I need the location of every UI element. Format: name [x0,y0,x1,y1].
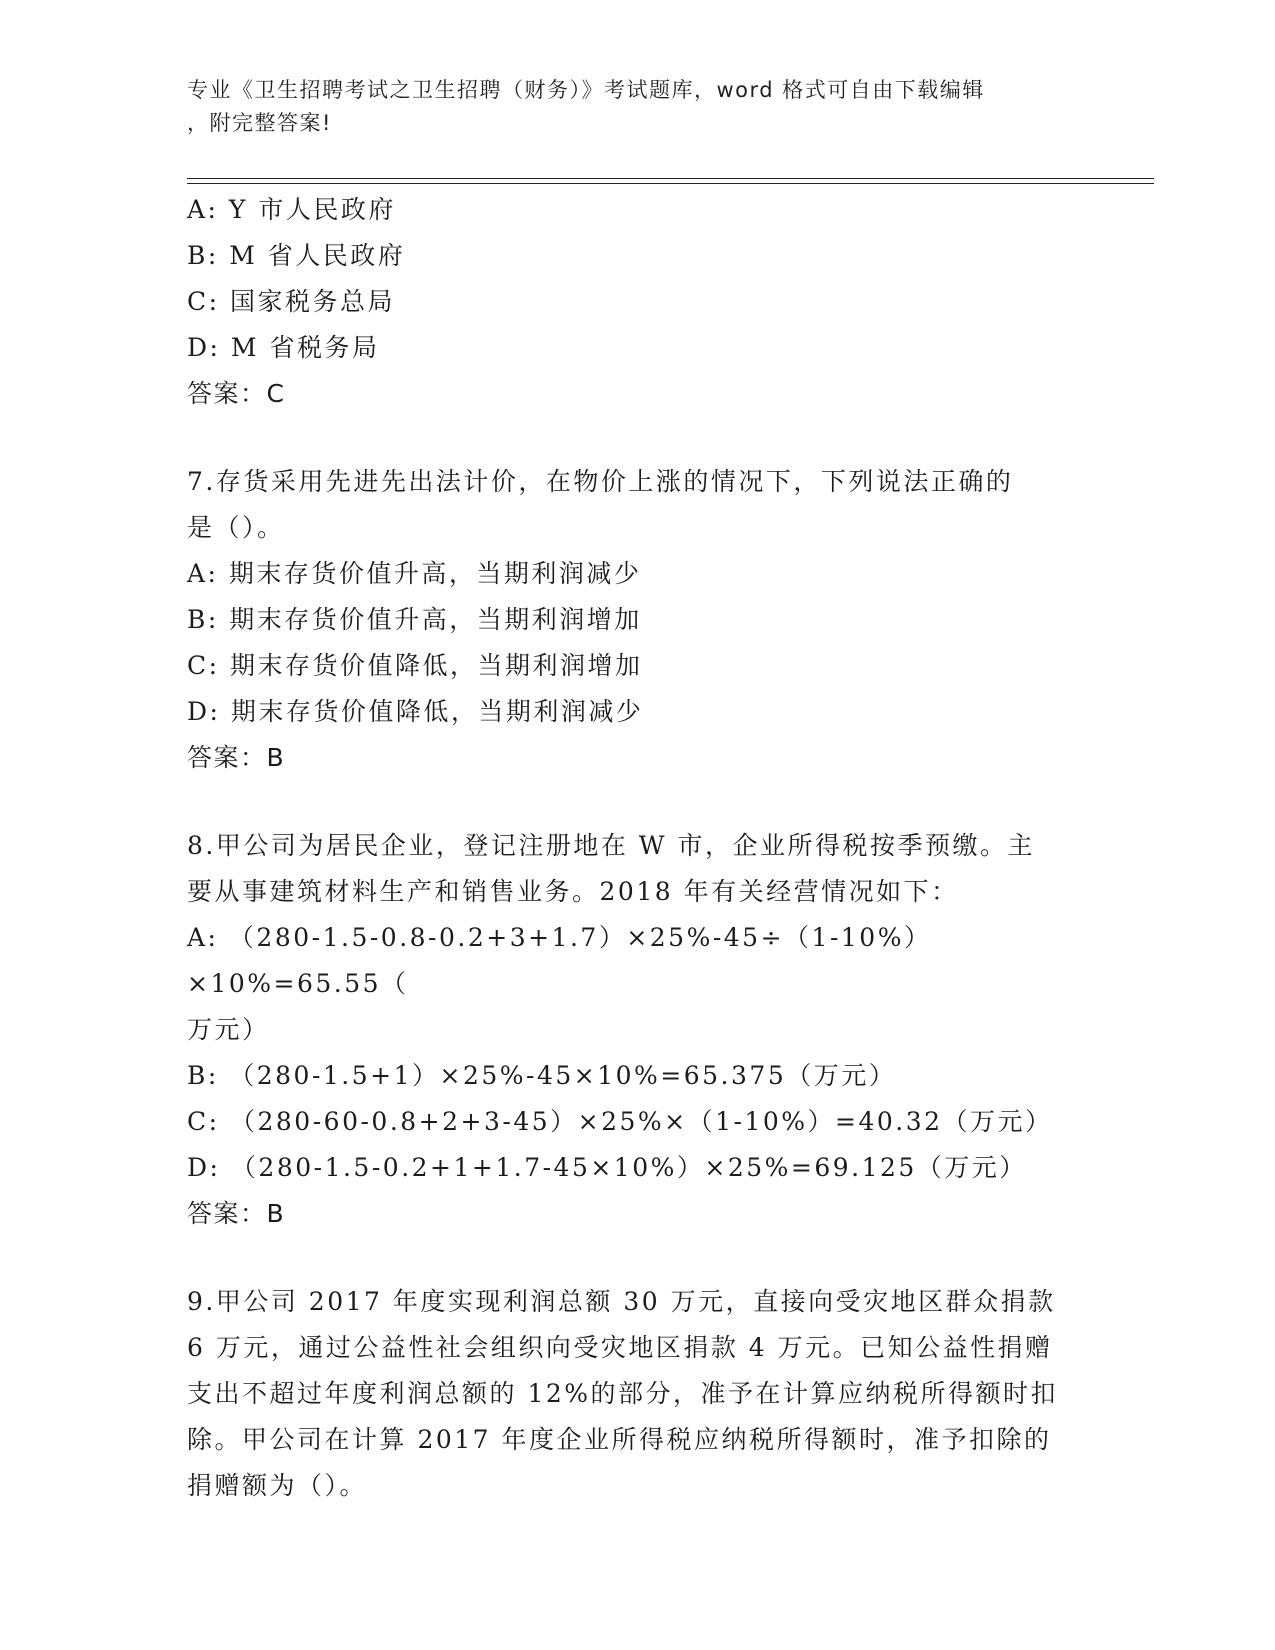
option-d: D: （280-1.5-0.2+1+1.7-45×10%）×25%=69.125（万元） [187,1153,1027,1182]
question-content [187,187,1087,1509]
option-a-continued: 万元） [187,1015,270,1044]
question-stem-line: 7.存货采用先进先出法计价，在物价上涨的情况下，下列说法正确的 [187,467,1014,496]
question-6 [187,187,1087,417]
question-stem-line: 要从事建筑材料生产和销售业务。2018 年有关经营情况如下： [187,877,959,906]
spacer [187,417,1087,459]
option-b: B: 期末存货价值升高，当期利润增加 [187,605,642,634]
option-c: C: 期末存货价值降低，当期利润增加 [187,651,643,680]
question-stem-line: 捐赠额为（）。 [187,1471,368,1500]
option-b: B: M 省人民政府 [187,241,406,270]
option-a: A: Y 市人民政府 [187,195,396,224]
option-d: D: M 省税务局 [187,333,380,362]
question-stem-line: 6 万元，通过公益性社会组织向受灾地区捐款 4 万元。已知公益性捐赠 [187,1333,1053,1362]
spacer [187,1237,1087,1279]
question-stem-line: 支出不超过年度利润总额的 12%的部分，准予在计算应纳税所得额时扣 [187,1379,1059,1408]
header-line-2: ，附完整答案! [187,111,332,135]
answer-line: 答案：B [187,1199,286,1228]
answer-line: 答案：B [187,743,286,772]
header-divider-top [187,178,1154,179]
question-stem-line: 除。甲公司在计算 2017 年度企业所得税应纳税所得额时，准予扣除的 [187,1425,1052,1454]
question-stem-line: 是（）。 [187,513,285,542]
header-line-1: 专业《卫生招聘考试之卫生招聘（财务）》考试题库，word 格式可自由下载编辑 [187,78,985,102]
option-c: C: （280-60-0.8+2+3-45）×25%×（1-10%）=40.32（万元） [187,1107,1053,1136]
header-divider-bottom [187,183,1154,184]
option-d: D: 期末存货价值降低，当期利润减少 [187,697,644,726]
question-stem-line: 8.甲公司为居民企业，登记注册地在 W 市，企业所得税按季预缴。主 [187,831,1035,860]
option-c: C: 国家税务总局 [187,287,395,316]
document-header [187,74,1067,140]
option-a: A: 期末存货价值升高，当期利润减少 [187,559,642,588]
question-8 [187,823,1087,1237]
option-b: B: （280-1.5+1）×25%-45×10%=65.375（万元） [187,1061,897,1090]
spacer [187,781,1087,823]
option-a: A: （280-1.5-0.8-0.2+3+1.7）×25%-45÷（1-10%）×10%=65.55（ [187,923,932,998]
question-7 [187,459,1087,781]
question-stem-line: 9.甲公司 2017 年度实现利润总额 30 万元，直接向受灾地区群众捐款 [187,1287,1056,1316]
answer-line: 答案：C [187,379,286,408]
question-9 [187,1279,1087,1509]
